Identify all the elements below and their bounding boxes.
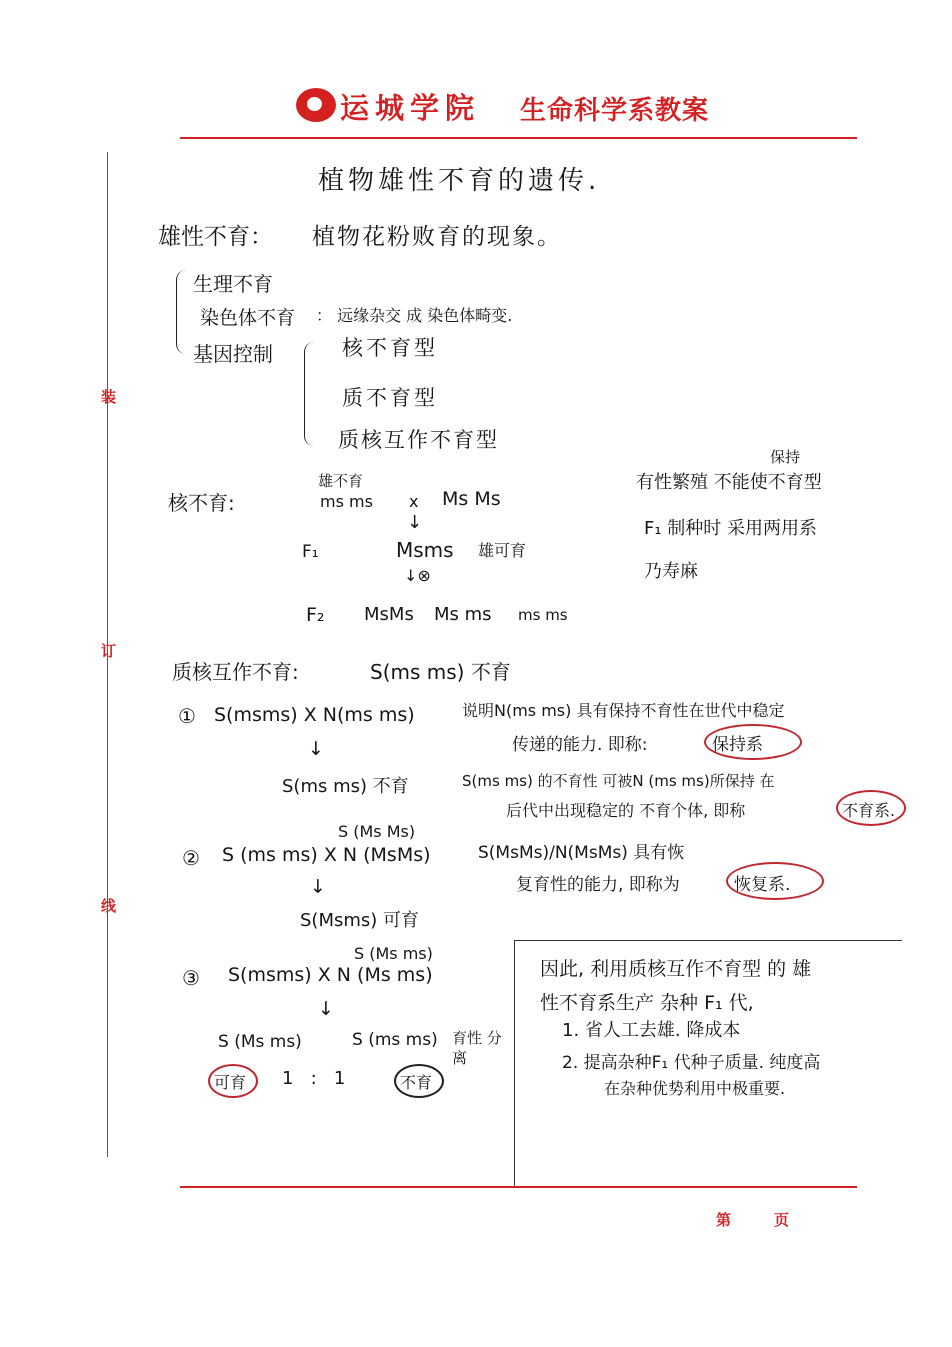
nuclear-f2-c: ms ms [518, 606, 568, 624]
case2-top: S (Ms Ms) [338, 822, 416, 841]
case3-number: ③ [182, 966, 200, 990]
summary-item3: 在杂种优势利用中极重要. [604, 1079, 786, 1098]
nuclear-f2-label: F₂ [306, 604, 325, 626]
case2-number: ② [182, 846, 200, 870]
case3-ratio-sterile: 不育 [400, 1073, 433, 1092]
page-title: 植物雄性不育的遗传. [318, 166, 601, 196]
footer-di: 第 [716, 1211, 732, 1229]
nuclear-f2-a: MsMs [364, 604, 414, 625]
nuclear-f1-label: F₁ [302, 542, 319, 562]
case1-result: S(ms ms) 不育 [282, 776, 409, 797]
footer-rule [180, 1186, 857, 1188]
summary-item2: 2. 提高杂种F₁ 代种子质量. 纯度高 [562, 1053, 821, 1073]
binding-label-ding: 订 [101, 642, 117, 660]
definition-term: 雄性不育： [158, 224, 273, 250]
case1-note1b: 传递的能力. 即称: [512, 735, 648, 755]
nuclear-parent1: ms ms [320, 492, 373, 511]
restorer-circle [726, 862, 824, 900]
types-brace [176, 270, 187, 354]
gene-brace [304, 342, 315, 446]
case1-cross: S(msms) X N(ms ms) [214, 704, 415, 726]
nuclear-parent2: Ms Ms [442, 488, 501, 510]
department-name: 生命科学系教案 [520, 96, 710, 126]
maintainer-circle [704, 724, 802, 760]
gene-sub-cytoplasmic: 质不育型 [342, 386, 438, 410]
nuclear-f2-b: Ms ms [434, 604, 492, 625]
nuclear-female-note: 雄不育 [318, 472, 364, 490]
nuclear-f1: Msms [396, 538, 454, 562]
cms-definition: S(ms ms) 不育 [370, 660, 511, 684]
type-physiological: 生理不育 [193, 272, 273, 296]
nuclear-cross: x [409, 492, 419, 511]
case1-note1a: 说明N(ms ms) 具有保持不育性在世代中稳定 [462, 701, 785, 720]
summary-box-left [514, 940, 515, 1186]
case1-arrow: ↓ [308, 738, 324, 760]
nuclear-f1-note: 雄可育 [478, 541, 527, 560]
case2-restorer-term: 恢复系. [734, 875, 791, 895]
case1-note2a: S(ms ms) 的不育性 可被N (ms ms)所保持 在 [462, 772, 775, 790]
summary-item1: 1. 省人工去雄. 降成本 [562, 1020, 741, 1041]
case3-arrow: ↓ [318, 998, 334, 1020]
case2-note2: 复育性的能力, 即称为 [516, 875, 680, 895]
nuclear-self-arrow: ↓⊗ [404, 566, 431, 585]
summary-box-top [514, 940, 902, 941]
case3-top: S (Ms ms) [354, 944, 433, 963]
case1-sterile-term: 不育系. [842, 801, 896, 820]
header-rule [180, 137, 857, 139]
sterile-circle [394, 1064, 444, 1098]
school-name: 运城学院 [340, 91, 481, 125]
binding-label-xian: 线 [101, 897, 117, 915]
nuclear-note-line2: F₁ 制种时 采用两用系 [644, 518, 818, 539]
type-chromosomal-note: ： 远缘杂交 成 染色体畸变. [316, 306, 513, 325]
definition-text: 植物花粉败育的现象。 [312, 224, 562, 250]
nuclear-arrow: ↓ [407, 512, 423, 533]
case2-arrow: ↓ [310, 876, 326, 898]
summary-line2: 性不育系生产 杂种 F₁ 代, [540, 992, 754, 1014]
case1-number: ① [178, 704, 196, 728]
type-gene-control: 基因控制 [193, 342, 273, 366]
gene-sub-interaction: 质核互作不育型 [338, 428, 499, 452]
type-chromosomal: 染色体不育 [200, 307, 296, 329]
case1-maintainer-term: 保持系 [712, 735, 763, 755]
nuclear-note-line3: 乃寿麻 [644, 561, 698, 582]
nuclear-label: 核不育: [168, 491, 235, 515]
college-logo [296, 88, 336, 122]
case3-result-sterile: S (ms ms) [352, 1030, 438, 1050]
footer-ye: 页 [774, 1211, 790, 1229]
case3-cross: S(msms) X N (Ms ms) [228, 964, 433, 986]
case3-ratio: 1 : 1 [282, 1068, 346, 1089]
gene-sub-nuclear: 核不育型 [342, 336, 438, 360]
case1-note2b: 后代中出现稳定的 不育个体, 即称 [506, 801, 746, 820]
case3-result-fertile: S (Ms ms) [218, 1032, 302, 1052]
nuclear-note-line1: 有性繁殖 不能使不育型 [636, 472, 822, 493]
cms-label: 质核互作不育: [172, 660, 299, 684]
case3-segregation-note: 育性 分离 [452, 1029, 502, 1067]
case2-result: S(Msms) 可育 [300, 910, 420, 931]
binding-label-zhuang: 装 [101, 388, 117, 406]
summary-line1: 因此, 利用质核互作不育型 的 雄 [540, 958, 812, 980]
case2-note1: S(MsMs)/N(MsMs) 具有恢 [478, 843, 685, 863]
sterile-line-circle [836, 790, 906, 826]
case2-cross: S (ms ms) X N (MsMs) [222, 844, 431, 866]
nuclear-note-sup: 保持 [770, 448, 801, 466]
case3-ratio-fertile: 可育 [214, 1073, 247, 1092]
fertile-circle [208, 1064, 258, 1098]
